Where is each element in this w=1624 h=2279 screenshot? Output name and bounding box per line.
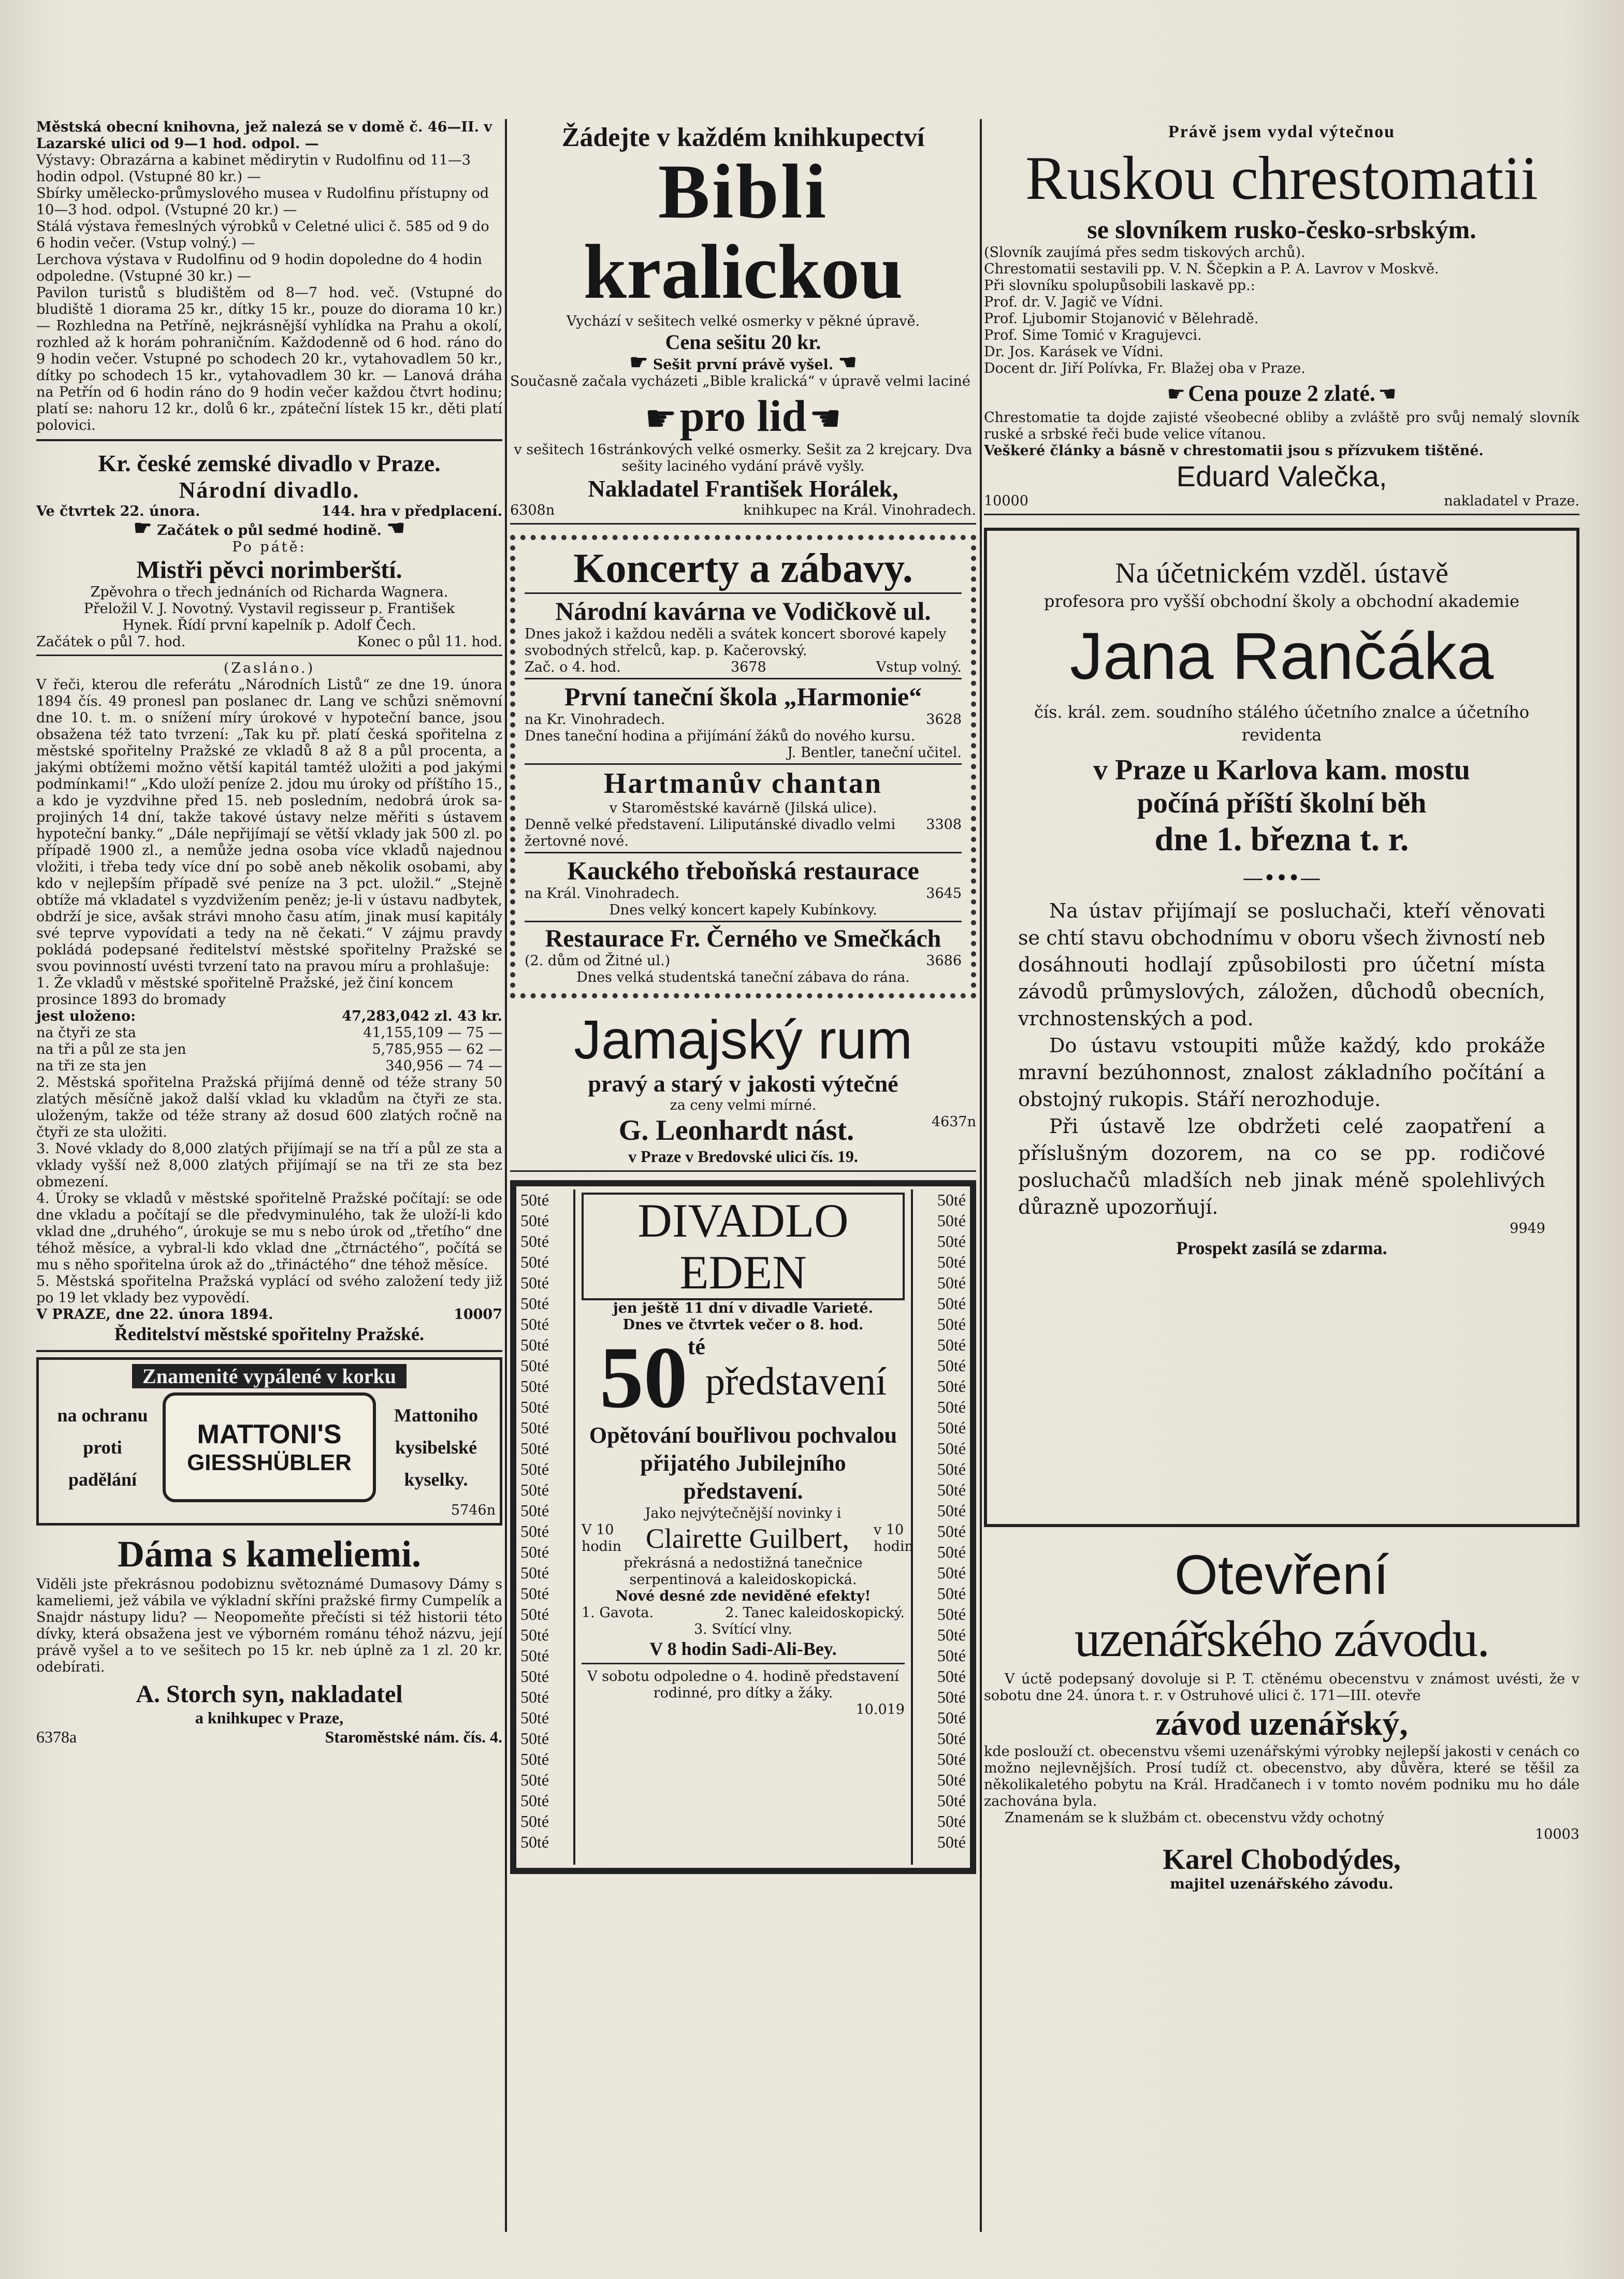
notice-line: Výstavy: Obrazárna a kabinet mědirytin v Rudolfinu od 11—3 hodin odpol. (Vstupné 80 kr.) — [36,152,471,185]
eden-side-label: 50té [520,1315,549,1333]
storch-address: Staroměstské nám. čís. 4. [325,1728,502,1746]
bible-ad [510,119,976,525]
eden-side-label: 50té [520,1625,549,1644]
eden-side-label: 50té [520,1480,549,1499]
bible-title: Bibli [658,149,829,235]
eden-side-label: 50té [520,1377,549,1396]
pointing-hand-icon: ☛ [644,397,677,440]
chrest-line: Prof. Sime Tomić v Kragujevci. [984,327,1202,343]
mattoni-brand: GIESSHÜBLER [187,1450,352,1475]
school-p1: Na ústav přijímají se posluchači, kteří věnovati se chtí stavu obchodnímu v oboru všech živností neb dosáhnouti hodlají způsobilosti pro účetní místa závodů průmyslových, záložen, důchodů obecních, vrchnostenských a pod. [1018,899,1545,1030]
theatre-subtitle: Národní divadlo. [179,477,360,503]
zaslano-heading: (Zasláno.) [223,660,315,676]
theatre-date-row [36,503,502,520]
eden-side-label: 50té [937,1584,966,1603]
point-text: 5. Městská spořitelna Pražská vyplácí od svého založení tedy již po 19 let vklady bez vypovědí. [36,1273,502,1306]
eden-side-label: 50té [937,1211,966,1230]
mattoni-right-line: kysibelské [395,1437,477,1458]
zaslano-section [36,656,502,1345]
eden-time-text: V 10 [582,1522,614,1538]
bible-price: Cena sešitu 20 kr. [665,330,821,354]
rum-address: v Praze v Bredovské ulici čís. 19. [628,1147,858,1166]
school-address: v Praze u Karlova kam. mostu [1093,754,1470,786]
notice-line: Stálá výstava řemeslných výrobků v Celetné ulici č. 585 od 9 do 6 hodin večer. (Vstup volný.) — [36,219,489,251]
eden-big-number: 50 [599,1329,688,1426]
signature-org: Ředitelství městské spořitelny Pražské. [114,1324,424,1344]
eden-side-label: 50té [937,1356,966,1375]
opera-line: Hynek. Řídí první kapelník p. Adolf Čech. [122,617,416,633]
theatre-date: Ve čtvrtek 22. února. [36,503,200,519]
stats-value: 47,283,042 zl. 43 kr. [342,1008,502,1024]
school-start: počíná příští školní běh [1137,787,1427,819]
eden-side-label: 50té [937,1191,966,1209]
chrest-pub-row [984,493,1579,510]
school-top: Na účetnickém vzděl. ústavě [1115,557,1448,589]
rum-ad [510,1007,976,1172]
bible-address: knihkupec na Král. Vinohradech. [743,502,976,518]
mattoni-head-wrap [43,1364,496,1388]
bible-title: kralickou [583,229,903,315]
bible-more: Současně začala vycházeti „Bible kralická“ v úpravě velmi laciné [510,373,970,389]
bible-pro: pro lid [679,391,807,441]
eden-side-label: 50té [520,1273,549,1292]
school-name: Jana Rančáka [1069,619,1494,693]
eden-side-label: 50té [937,1294,966,1313]
eden-side-label: 50té [520,1211,549,1230]
bible-number: 6308n [510,502,555,518]
eden-side-label: 50té [520,1563,549,1582]
pointing-hand-icon: ☚ [809,397,842,440]
concert-start: Zač. o 4. hod. [525,659,621,675]
chrest-line: Chrestomatii sestavili pp. V. N. Ščepkin a P. A. Lavrov v Moskvě. [984,261,1439,277]
dama-ad [36,1532,502,1747]
smoke-title: uzenářského závodu. [1074,1610,1489,1667]
concert-title: Hartmanův chantan [604,767,882,800]
eden-repeat: Opětování bouřlivou pochvalou přijatého Jubilejního představení. [589,1422,897,1504]
concert-meta [525,817,962,850]
chrest-line: Při slovníku spolupůsobili laskavě pp.: [984,278,1255,294]
theatre-title: Kr. české zemské divadlo v Praze. [98,450,441,476]
rum-seller-row [510,1114,976,1147]
concert-line: (2. dům od Žitné ul.) [525,953,671,969]
eden-side-label: 50té [520,1253,549,1271]
column-rule-1 [505,119,507,2232]
concert-number: 3308 [926,817,962,833]
concerts-title: Koncerty a zábavy. [525,545,962,594]
mattoni-left-line: proti [83,1437,122,1458]
concert-line: na Kr. Vinohradech. [525,712,665,728]
mattoni-head: Znamenité vypálené v korku [132,1364,407,1388]
stats-label: na tři ze sta jen [36,1058,147,1074]
mattoni-body [43,1392,496,1502]
concert-line: Dnes jakož i každou neděli a svátek koncert sborové kapely svobodných střelců, kap. p. Kačerovský. [525,626,947,659]
eden-right-strip [919,1189,966,1852]
eden-saturday: V sobotu odpoledne o 4. hodině představení rodinné, pro dítky a žáky. [587,1668,899,1701]
eden-side-label: 50té [520,1439,549,1458]
mattoni-right-line: Mattoniho [394,1405,478,1426]
eden-side-label: 50té [937,1543,966,1561]
eden-side-label: 50té [520,1398,549,1416]
opera-start: Začátek o půl 7. hod. [36,634,186,650]
smoke-text-2: kde poslouží ct. obecenstvu všemi uzenářskými výrobky nejlepší jakosti v cenách co možno nejlevnějších. Prosí tudíž ct. obecenstvo, aby důvěra, které se těšil za několikaletého pobytu na Král. Hradčanech i v tomto novém podniku mu ho dále zachována byla. [984,1744,1579,1809]
eden-side-label: 50té [937,1315,966,1333]
concert-title: Restaurace Fr. Černého ve Smečkách [545,925,941,952]
eden-side-label: 50té [937,1253,966,1271]
concert-meta [525,659,962,676]
stats-row [36,1025,502,1041]
chrest-sub: se slovníkem rusko-česko-srbským. [1087,215,1476,244]
column-rule-2 [980,119,982,2232]
concert-note: J. Bentler, taneční učitel. [787,745,962,761]
eden-50-row [582,1329,905,1426]
rum-title: Jamajský rum [574,1009,912,1070]
signature-place: V PRAZE, dne 22. února 1894. [36,1307,273,1323]
mattoni-left [43,1399,162,1496]
notice-line: Lerchova výstava v Rudolfinu od 9 hodin dopoledne do 4 hodin odpoledne. (Vstupné 30 kr.) — [36,252,483,284]
eden-side-label: 50té [937,1729,966,1748]
eden-number-item: 1. Gavota. [582,1605,654,1621]
theatre-friday: Po pátě: [232,539,307,555]
concert-entry [525,679,962,765]
eden-line: Dnes ve čtvrtek večer o 8. hod. [622,1317,864,1333]
storch-sub: a knihkupec v Praze, [195,1708,344,1727]
chrest-line: Dr. Jos. Karásek ve Vídni. [984,344,1164,360]
school-p3: Při ústavě lze obdržeti celé zaopatření a příslušným dozorem, na co se pp. rodičové posluchačů mladších neb jinak méně spolehlivých důrazně upozorňují. [1018,1115,1545,1218]
eden-left-strip [520,1189,567,1852]
opera-end: Konec o půl 11. hod. [357,634,502,650]
eden-side-label: 50té [937,1336,966,1354]
eden-effects: Nové desné zde neviděné efekty! [615,1588,871,1604]
eden-sadi: V 8 hodin Sadi-Ali-Bey. [582,1638,905,1664]
chrestomathy-ad [984,119,1579,515]
concert-number: 3628 [926,712,962,728]
eden-side-label: 50té [520,1418,549,1437]
eden-side-label: 50té [937,1667,966,1686]
eden-number-item: 3. Svítící vlny. [693,1621,793,1637]
concert-meta [525,886,962,902]
eden-new: Jako nejvýtečnější novinky i [645,1505,842,1521]
eden-side-label: 50té [520,1812,549,1831]
eden-side-label: 50té [520,1770,549,1789]
eden-side-label: 50té [937,1439,966,1458]
bible-desc: Vychází v sešitech velké osmerky v pěkné úpravě. [566,313,920,329]
mattoni-right-line: kyselky. [404,1469,468,1490]
school-p2: Do ústavu vstoupiti může každý, kdo prokáže mravní bezúhonnost, znalost základního počítání a obstojný rukopis. Stáří nerozhoduje. [1018,1034,1545,1111]
storch-title: A. Storch syn, nakladatel [136,1680,403,1708]
signature-row [36,1307,502,1323]
chrest-number: 10000 [984,493,1028,509]
bible-pro-wrap [510,390,976,442]
smoke-big: závod uzenářský, [1155,1705,1408,1743]
eden-side-label: 50té [520,1750,549,1768]
eden-side-label: 50té [520,1584,549,1603]
theatre-listing [36,446,502,656]
eden-side-label: 50té [937,1418,966,1437]
opera-line: Zpěvohra o třech jednáních od Richarda Wagnera. [90,584,448,600]
eden-side-label: 50té [520,1501,549,1520]
divider [36,1350,502,1352]
storch-row [36,1728,502,1747]
mattoni-cork-logo [163,1392,376,1502]
eden-side-label: 50té [520,1232,549,1251]
eden-numbers [582,1605,905,1621]
stats-value: 5,785,955 — 62 — [372,1041,502,1057]
stats-row [36,1041,502,1058]
eden-star: Clairette Guilbert, [646,1523,849,1554]
concert-note: Vstup volný. [876,659,962,675]
museum-notices [36,119,502,434]
eden-side-label: 50té [520,1605,549,1623]
opera-line: Přeložil V. J. Novotný. Vystavil regisseur p. František [83,601,455,617]
school-date: dne 1. března t. r. [1154,820,1409,858]
eden-side-label: 50té [520,1543,549,1561]
bible-first-text: Sešit první právě vyšel. [653,357,834,373]
eden-side-label: 50té [520,1708,549,1727]
bible-pub-row [510,502,976,519]
point-text: 3. Nové vklady do 8,000 zlatých přijímají se na tří a půl ze sta a vklady vyšší než 8,000 zlatých přijímají se na tři ze sta bez obmezení. [36,1141,502,1190]
concert-line: Dnes taneční hodina a přijímání žáků do nového kursu. [525,728,916,744]
chrest-text: Chrestomatie ta dojde zajisté všeobecné obliby a zvláště pro svůj nemalý slovník ruské a srbské řeči bude velice vítanou. [984,410,1579,442]
bible-publisher: Nakladatel František Horálek, [588,475,898,502]
bible-cheap: v sešitech 16stránkových velké osmerky. Sešit za 2 krejcary. Dva sešity laciného vydání právě vyšly. [514,442,973,474]
smoke-text: V úctě podepsaný dovoluje si P. T. ctěnému obecenstvu v známost uvésti, že v sobotu dne 24. února t. r. v Ostruhové ulici č. 171—III. otevře [984,1671,1579,1704]
eden-line: jen ještě 11 dní v divadle Varieté. [613,1300,874,1316]
eden-word: představení [705,1360,887,1403]
eden-side-label: 50té [937,1273,966,1292]
concert-number: 3678 [730,659,766,675]
dama-text: Viděli jste překrásnou podobiznu světoznámé Dumasovy Dámy s kameliemi, jež vábila ve výkladní skříni pražské firmy Cumpelík a Snajdr nástupy lidu? — Neopomeňte přečísti si též historii této dívky, která obsažena jest ve výborném románu téhož názvu, její právě vyšel a to ve sešitech po 15 kr. neb úplně za 1 zl. 20 kr. odebírati. [36,1576,502,1675]
chrest-accent: Veškeré články a básně v chrestomatii jsou s přízvukem tištěné. [984,443,1484,459]
stats-value: 340,956 — 74 — [385,1058,502,1074]
eden-number: 10.019 [856,1702,905,1718]
eden-side-label: 50té [937,1232,966,1251]
eden-center [573,1189,913,1865]
dama-title: Dáma s kameliemi. [118,1533,421,1575]
theatre-number: 144. hra v předplacení. [321,503,502,519]
chrest-publisher-2: nakladatel v Praze. [1444,493,1579,509]
notice-line: Městská obecní knihovna, jež nalezá se v domě č. 46—II. v Lazarské ulici od 9—1 hod. odpol. — [36,119,492,152]
eden-side-label: 50té [520,1688,549,1706]
mattoni-right [376,1399,496,1496]
bible-top: Žádejte v každém knihkupectví [561,123,925,152]
point-text: 2. Městská spořitelna Pražská přijímá denně od téže strany 50 zlatých měsíčně jakož další vklad ku vkladům na čtyři ze sta. uloženým, takže od téže strany až dosud 600 zlatých ročně na čtyři ze sta uložiti. [36,1075,502,1140]
eden-side-label: 50té [937,1625,966,1644]
mattoni-brand: MATTONI'S [197,1419,342,1449]
stats-label: na čtyři ze sta [36,1025,137,1041]
school-ad [984,528,1579,1527]
eden-time: v 10 hodin [873,1522,914,1555]
school-number: 9949 [1510,1221,1545,1237]
concert-title: Kauckého třeboňská restaurace [567,856,919,885]
smoke-number: 10003 [1535,1826,1579,1842]
eden-side-label: 50té [520,1460,549,1478]
eden-title: DIVADLO EDEN [582,1193,905,1300]
notice-line: Sbírky umělecko-průmyslového musea v Rudolfinu přístupny od 10—3 hod. odpol. (Vstupné 20 kr.) — [36,185,489,218]
spacer [510,1114,541,1147]
ornament-divider: —•••— [1242,866,1321,890]
stats-intro: 1. Že vkladů v městské spořitelně Pražské, jež činí koncem prosince 1893 do bromady [36,975,454,1008]
concert-line: v Staroměstské kavárně (Jilská ulice). [609,800,877,816]
eden-side-label: 50té [937,1480,966,1499]
concerts-box [510,535,976,998]
eden-side-label: 50té [520,1667,549,1686]
chrest-line: Prof. Ljubomir Stojanović v Bělehradě. [984,311,1259,327]
rum-number: 4637n [931,1114,976,1130]
eden-side-label: 50té [937,1750,966,1768]
eden-desc: překrásná a nedostižná tanečnice serpentinová a kaleidoskopická. [624,1555,863,1588]
eden-side-label: 50té [520,1522,549,1541]
eden-side-label: 50té [937,1708,966,1727]
concert-entry [525,765,962,853]
school-prospectus: Prospekt zasílá se zdarma. [1176,1238,1387,1258]
chrest-top: Právě jsem vydal výtečnou [1168,122,1396,141]
point-text: 4. Úroky se vkladů v městské spořitelně Pražské počítají: se ode dne vkladu a počítají se dle předvyminulého, tak že uloží-li kdo vklad dne „druhého“, úrokuje se mu s nebo úrok od „třetího“ dne téhož měsíce, a vybral-li kdo vklad dne „čtrnáctého“, počítá se mu s něho spořitelna úrok až do „třináctého“ dne téhož měsíce. [36,1191,502,1273]
concert-entry [525,922,962,988]
pointing-hand-icon: ☛ [133,516,152,540]
school-line: profesora pro vyšší obchodní školy a obchodní akademie [1043,591,1520,611]
smoke-signature-2: majitel uzenářského závodu. [1170,1876,1394,1892]
eden-side-label: 50té [520,1646,549,1665]
column-1 [36,119,502,1747]
stats-label: na tři a půl ze sta jen [36,1041,186,1057]
eden-side-label: 50té [937,1770,966,1789]
pointing-hand-icon: ☚ [838,350,857,374]
column-3 [984,119,1579,1893]
chrest-price: Cena pouze 2 zlaté. [1188,381,1375,406]
storch-number: 6378a [36,1728,77,1746]
rum-price: za ceny velmi mírné. [670,1097,817,1113]
notice-line: Pavilon turistů s bludištěm od 8—7 hod. več. (Vstupné do bludiště 1 diorama 25 kr., dítky 15 kr., pouze do diorama 10 kr.) — Rozhledna na Petříně, nejkrásnější vyhlídka na Prahu a okolí, rozhled až k horám pohraničním. Každodenně od 6 hod. ráno do 9 hodin večer. Vstupné po schodech 20 kr., vytahovadlem 50 kr., dítky po schodech 15 kr., vytahovadlem 30 kr. — Lanová dráha na Petřín od 6 hodin ráno do 9 hodin večer každou čtvrt hodinu; platí se: nahoru 12 kr., dolů 6 kr., zpáteční lístek 15 kr., děti platí polovici. [36,285,502,433]
eden-side-label: 50té [937,1791,966,1810]
mattoni-left-line: padělání [68,1469,137,1490]
pointing-hand-icon: ☚ [386,516,405,540]
zaslano-text: V řeči, kterou dle referátu „Národních Listů“ ze dne 19. února 1894 čís. 49 pronesl pan poslanec dr. Lang ve schůzi sněmovní dne 10. t. m. o snížení míry úrokové v hypoteční bance, jsou obsažena též tato tvrzení: „Tak ku př. platí česká spořitelna z městské spořitelny Pražské ze vkladů 8 až 8 a půl procenta, a jakými obtížemi možno větší kapitál tamtéž uložiti a pod jakými podmínkami!“ „Kdo uloží peníze 2. jdou mu úroky od příštího 15., a kdo je vyzdvihne před 15. neb posledním, nedobrá úrok sa-projiných 14 dní, takže takové ústavy nelze měřiti s ústavem hypoteční banky.“ „Dále nepřijímají se větší vklady jak 500 zl. po případě 1900 zl., a nemůže jedna osoba více vkladů najednou vložiti, i třeba tedy více dní po sobě aneb několik osobami, aby kdo v nejlepším případě své peníze na 3 pct. uložil.“ „Stejně obtíže má vkladatel s vyzdvižením peněz; je-li v ústavu nadbytek, obdrží je sice, avšak strávi mnoho času atím, jinak musí kapitály své teprve vypovídati a tedy na ně čekati.“ V zájmu pravdy pokládá podepsané ředitelství městské spořitelny Pražské se svou povinností uvésti tvrzení tato na pravou míru a prohlašuje: [36,677,502,975]
mattoni-ad [36,1357,502,1526]
concert-meta [525,712,962,728]
eden-number-item: 2. Tanec kaleidoskopický. [725,1605,905,1621]
chrest-price-row [984,380,1579,407]
rum-seller: G. Leonhardt nást. [618,1114,854,1146]
concert-number: 3645 [926,886,962,902]
chrest-title: Ruskou chrestomatii [1025,143,1538,212]
eden-side-label: 50té [937,1377,966,1396]
eden-side-label: 50té [520,1791,549,1810]
mattoni-number: 5746n [451,1502,496,1518]
concert-entry [525,853,962,922]
eden-sup: té [687,1334,705,1359]
eden-side-label: 50té [520,1294,549,1313]
eden-side-label: 50té [520,1336,549,1354]
eden-side-label: 50té [520,1833,549,1851]
concert-line: Dnes velká studentská taneční zábava do rána. [576,969,910,985]
pointing-hand-icon: ☛ [629,350,648,374]
rum-sub: pravý a starý v jakosti výtečné [588,1070,898,1097]
chrest-line: Docent dr. Jiří Polívka, Fr. Blažej oba v Praze. [984,360,1306,376]
eden-side-label: 50té [520,1356,549,1375]
concert-number: 3686 [926,953,962,969]
stats-row [36,1008,502,1025]
theatre-start [36,516,502,540]
eden-side-label: 50té [937,1646,966,1665]
eden-side-label: 50té [520,1729,549,1748]
eden-side-label: 50té [937,1522,966,1541]
eden-side-label: 50té [937,1398,966,1416]
concert-meta [525,953,962,969]
smoke-text-3: Znamenám se k službám ct. obecenstvu vždy ochotný [1005,1810,1384,1826]
column-2 [510,119,976,1874]
signature-number: 10007 [454,1307,502,1323]
theatre-start-text: Začátek o půl sedmé hodině. [157,522,382,539]
eden-side-label: 50té [937,1501,966,1520]
stats-row [36,1058,502,1075]
eden-side-label: 50té [520,1191,549,1209]
bible-first [510,350,976,374]
chrest-publisher: Eduard Valečka, [1176,460,1387,492]
concert-title: Národní kavárna ve Vodičkově ul. [555,597,931,626]
chrest-line: (Slovník zaujímá přes sedm tiskových archů). [984,244,1306,260]
concert-entry [525,594,962,679]
divider [36,439,502,441]
pointing-hand-icon: ☚ [1378,382,1397,406]
eden-side-label: 50té [937,1460,966,1478]
concert-line: na Král. Vinohradech. [525,886,680,902]
opera-times [36,634,502,650]
chrest-line: Prof. dr. V. Jagič ve Vídni. [984,294,1164,310]
opera-title: Mistři pěvci norimberští. [136,556,402,584]
eden-ad [510,1180,976,1874]
pointing-hand-icon: ☛ [1167,382,1186,406]
eden-side-label: 50té [937,1688,966,1706]
eden-side-label: 50té [937,1812,966,1831]
eden-side-label: 50té [937,1833,966,1851]
concert-line: Denně velké představení. Liliputánské divadlo velmi žertovné nové. [525,817,896,849]
concert-title: První taneční škola „Harmonie“ [564,682,922,711]
eden-time [582,1522,621,1555]
eden-side-label: 50té [937,1605,966,1623]
eden-star-row [582,1522,914,1555]
mattoni-left-line: na ochranu [57,1405,148,1426]
eden-time-text: hodin [582,1538,621,1555]
school-desc: čís. král. zem. soudního stálého účetního znalce a účetního revidenta [1034,702,1530,745]
smokehouse-ad [984,1543,1579,1893]
smoke-signature: Karel Chobodýdes, [1163,1843,1401,1876]
smoke-title: Otevření [1174,1543,1389,1606]
stats-value: 41,155,109 — 75 — [363,1025,502,1041]
stats-label: jest uloženo: [36,1008,136,1024]
concert-line: Dnes velký koncert kapely Kubínkovy. [609,902,877,918]
eden-side-label: 50té [937,1563,966,1582]
